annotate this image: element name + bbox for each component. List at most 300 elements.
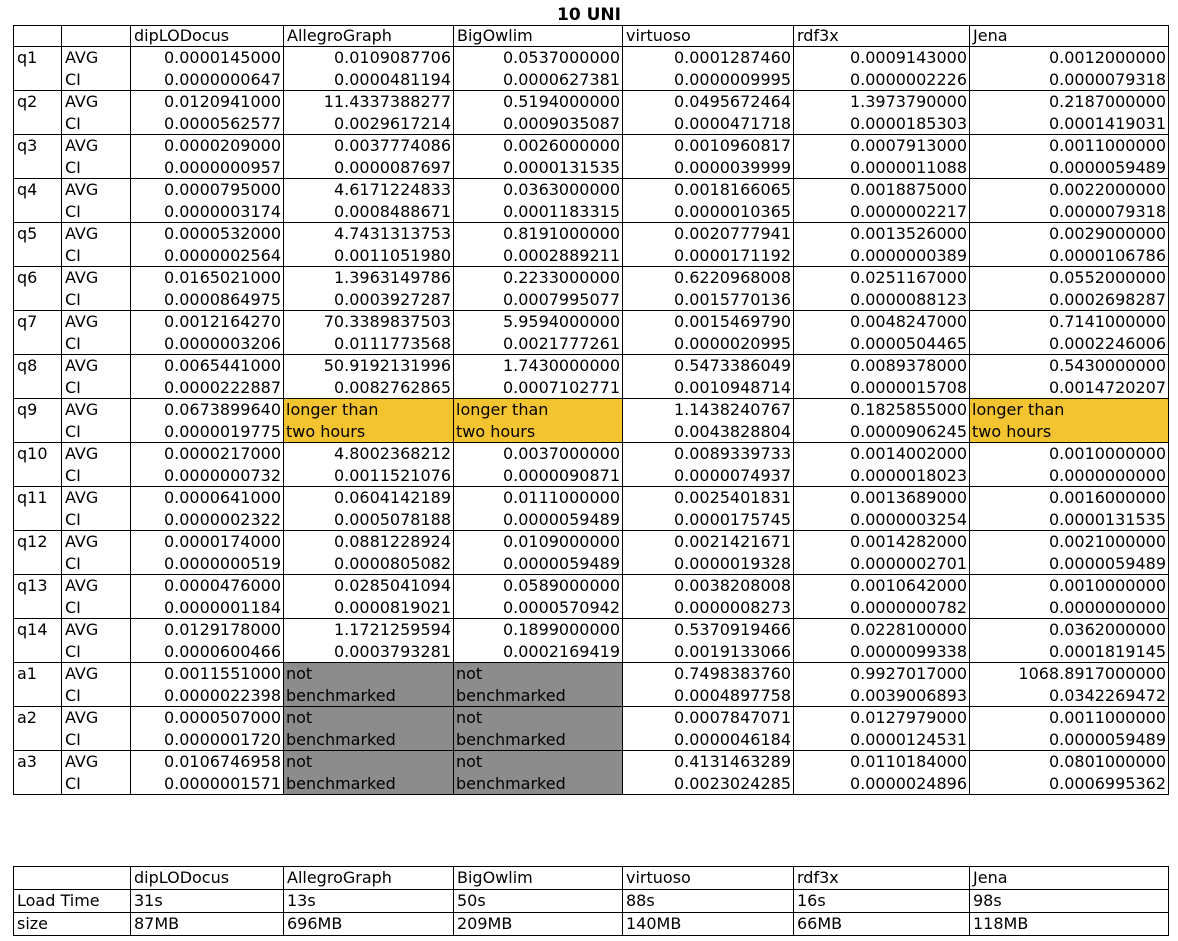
not-benchmarked-cell — [284, 663, 454, 707]
ci-value: 0.0000059489 — [1048, 157, 1166, 177]
value-cell — [794, 531, 970, 575]
table-row — [14, 707, 1169, 751]
timeout-cell — [284, 399, 454, 443]
value-cell — [454, 223, 623, 267]
ci-value: 0.0000000000 — [1048, 597, 1166, 617]
ci-value: 0.0006995362 — [1048, 773, 1166, 793]
ci-value: 0.0015770136 — [673, 289, 791, 309]
ci-value: 0.0000015708 — [849, 377, 967, 397]
ci-value: 0.0007995077 — [502, 289, 620, 309]
value-cell — [284, 223, 454, 267]
value-cell — [970, 619, 1169, 663]
column-header: dipLODocus — [131, 26, 284, 47]
ci-value: 0.0000000519 — [163, 553, 281, 573]
avg-value: not — [456, 664, 483, 683]
value-cell — [131, 91, 284, 135]
avg-value: 11.4337388277 — [323, 92, 451, 111]
value-cell — [454, 575, 623, 619]
avg-value: 0.0000174000 — [163, 532, 281, 551]
ci-value: 0.0000079318 — [1048, 201, 1166, 221]
avg-value: 0.0000209000 — [163, 136, 281, 155]
ci-value: 0.0000099338 — [849, 641, 967, 661]
query-label: q1 — [14, 47, 62, 91]
avg-value: 0.0020777941 — [673, 224, 791, 243]
avg-value: 0.5430000000 — [1048, 356, 1166, 375]
stat-labels — [62, 91, 131, 135]
value-cell: 140MB — [623, 913, 794, 936]
value-cell — [623, 443, 794, 487]
avg-value: 0.0165021000 — [163, 268, 281, 287]
value-cell — [794, 311, 970, 355]
avg-value: 0.0537000000 — [502, 48, 620, 67]
ci-label: CI — [65, 201, 81, 221]
ci-value: 0.0000000000 — [1048, 465, 1166, 485]
query-label: a2 — [14, 707, 62, 751]
ci-value: 0.0000090871 — [502, 465, 620, 485]
column-header: AllegroGraph — [284, 26, 454, 47]
table-row — [14, 913, 1169, 936]
avg-value: 0.0089378000 — [849, 356, 967, 375]
avg-value: 0.0285041094 — [333, 576, 451, 595]
avg-value: 0.0000476000 — [163, 576, 281, 595]
ci-value: 0.0000074937 — [673, 465, 791, 485]
value-cell — [131, 751, 284, 795]
value-cell — [970, 267, 1169, 311]
load-header-row — [14, 867, 1169, 890]
ci-value: 0.0023024285 — [673, 773, 791, 793]
ci-value: 0.0000008273 — [673, 597, 791, 617]
ci-value: 0.0000001571 — [163, 773, 281, 793]
ci-label: CI — [65, 553, 81, 573]
avg-value: 0.0014282000 — [849, 532, 967, 551]
table-row — [14, 663, 1169, 707]
column-header: BigOwlim — [454, 867, 623, 890]
row-label: Load Time — [14, 890, 131, 913]
not-benchmarked-cell — [284, 707, 454, 751]
avg-value: 0.0589000000 — [502, 576, 620, 595]
column-header: Jena — [970, 26, 1169, 47]
avg-value: 5.9594000000 — [502, 312, 620, 331]
value-cell — [284, 267, 454, 311]
avg-value: 0.0021000000 — [1048, 532, 1166, 551]
value-cell: 88s — [623, 890, 794, 913]
avg-value: not — [286, 664, 313, 683]
ci-value: 0.0000024896 — [849, 773, 967, 793]
ci-value: 0.0000088123 — [849, 289, 967, 309]
avg-value: 0.0011551000 — [163, 664, 281, 683]
ci-value: benchmarked — [286, 773, 396, 793]
avg-value: 0.0011000000 — [1048, 136, 1166, 155]
value-cell — [454, 619, 623, 663]
ci-value: 0.0000000389 — [849, 245, 967, 265]
query-label: q4 — [14, 179, 62, 223]
avg-value: 0.1825855000 — [849, 400, 967, 419]
ci-value: 0.0000819021 — [333, 597, 451, 617]
table-row — [14, 311, 1169, 355]
table-row — [14, 179, 1169, 223]
ci-value: 0.0000003254 — [849, 509, 967, 529]
value-cell — [623, 575, 794, 619]
value-cell — [131, 443, 284, 487]
value-cell — [131, 487, 284, 531]
value-cell — [284, 531, 454, 575]
avg-value: 0.0228100000 — [849, 620, 967, 639]
ci-value: benchmarked — [286, 729, 396, 749]
ci-value: 0.0019133066 — [673, 641, 791, 661]
avg-value: 0.0109087706 — [333, 48, 451, 67]
avg-value: 0.0604142189 — [333, 488, 451, 507]
avg-value: 0.6220968008 — [673, 268, 791, 287]
avg-value: 0.0801000000 — [1048, 752, 1166, 771]
value-cell — [794, 707, 970, 751]
table-row — [14, 399, 1169, 443]
ci-value: 0.0000009995 — [673, 69, 791, 89]
ci-value: 0.0000864975 — [163, 289, 281, 309]
ci-value: 0.0000000782 — [849, 597, 967, 617]
avg-value: 0.4131463289 — [673, 752, 791, 771]
ci-value: 0.0000046184 — [673, 729, 791, 749]
ci-label: CI — [65, 245, 81, 265]
avg-value: 0.0109000000 — [502, 532, 620, 551]
value-cell — [623, 267, 794, 311]
ci-value: two hours — [456, 421, 536, 441]
avg-value: 0.7141000000 — [1048, 312, 1166, 331]
avg-value: 0.5473386049 — [673, 356, 791, 375]
timeout-cell — [454, 399, 623, 443]
query-label: q5 — [14, 223, 62, 267]
value-cell — [623, 619, 794, 663]
value-cell — [131, 47, 284, 91]
ci-label: CI — [65, 69, 81, 89]
avg-value: not — [286, 708, 313, 727]
value-cell — [970, 223, 1169, 267]
value-cell — [454, 135, 623, 179]
ci-value: 0.0082762865 — [333, 377, 451, 397]
avg-value: 0.0018166065 — [673, 180, 791, 199]
value-cell — [623, 531, 794, 575]
header-cell-empty — [62, 26, 131, 47]
ci-value: 0.0000222887 — [163, 377, 281, 397]
value-cell — [623, 179, 794, 223]
ci-value: 0.0342269472 — [1048, 685, 1166, 705]
value-cell — [970, 91, 1169, 135]
avg-label: AVG — [65, 620, 99, 639]
value-cell — [284, 355, 454, 399]
avg-value: 0.0010960817 — [673, 136, 791, 155]
stat-labels — [62, 135, 131, 179]
table-row — [14, 135, 1169, 179]
ci-value: 0.0000106786 — [1048, 245, 1166, 265]
not-benchmarked-cell — [454, 707, 623, 751]
avg-value: 0.0000507000 — [163, 708, 281, 727]
value-cell: 87MB — [131, 913, 284, 936]
stat-labels — [62, 707, 131, 751]
not-benchmarked-cell — [454, 751, 623, 795]
column-header: rdf3x — [794, 867, 970, 890]
value-cell — [970, 311, 1169, 355]
value-cell — [131, 531, 284, 575]
avg-value: 0.0362000000 — [1048, 620, 1166, 639]
not-benchmarked-cell — [454, 663, 623, 707]
value-cell — [131, 355, 284, 399]
avg-label: AVG — [65, 708, 99, 727]
value-cell — [131, 575, 284, 619]
ci-value: 0.0000079318 — [1048, 69, 1166, 89]
ci-value: 0.0029617214 — [333, 113, 451, 133]
avg-value: 0.0127979000 — [849, 708, 967, 727]
value-cell — [454, 179, 623, 223]
avg-value: 0.0007913000 — [849, 136, 967, 155]
avg-value: 0.0106746958 — [163, 752, 281, 771]
value-cell — [131, 179, 284, 223]
avg-value: 0.0013689000 — [849, 488, 967, 507]
value-cell — [794, 619, 970, 663]
stat-labels — [62, 443, 131, 487]
ci-value: 0.0000002564 — [163, 245, 281, 265]
ci-label: CI — [65, 597, 81, 617]
ci-value: 0.0000059489 — [1048, 553, 1166, 573]
value-cell — [131, 311, 284, 355]
avg-label: AVG — [65, 136, 99, 155]
ci-value: 0.0000002217 — [849, 201, 967, 221]
value-cell: 31s — [131, 890, 284, 913]
avg-value: 0.0110184000 — [849, 752, 967, 771]
ci-value: 0.0000059489 — [502, 553, 620, 573]
ci-value: benchmarked — [456, 729, 566, 749]
ci-label: CI — [65, 641, 81, 661]
value-cell: 118MB — [970, 913, 1169, 936]
avg-value: 1.3963149786 — [333, 268, 451, 287]
ci-value: 0.0011521076 — [333, 465, 451, 485]
avg-label: AVG — [65, 180, 99, 199]
avg-label: AVG — [65, 488, 99, 507]
query-label: q6 — [14, 267, 62, 311]
avg-value: 0.0120941000 — [163, 92, 281, 111]
value-cell — [970, 443, 1169, 487]
results-table — [13, 25, 1169, 795]
table-row — [14, 575, 1169, 619]
value-cell — [794, 751, 970, 795]
ci-value: 0.0011051980 — [333, 245, 451, 265]
avg-value: 0.0037000000 — [502, 444, 620, 463]
ci-value: 0.0039006893 — [849, 685, 967, 705]
avg-value: 0.0014002000 — [849, 444, 967, 463]
ci-value: 0.0000131535 — [1048, 509, 1166, 529]
value-cell — [970, 47, 1169, 91]
ci-label: CI — [65, 685, 81, 705]
ci-label: CI — [65, 729, 81, 749]
value-cell — [623, 223, 794, 267]
table-title: 10 UNI — [557, 5, 621, 25]
avg-label: AVG — [65, 312, 99, 331]
avg-value: 0.0010642000 — [849, 576, 967, 595]
value-cell — [454, 531, 623, 575]
ci-label: CI — [65, 333, 81, 353]
value-cell — [284, 179, 454, 223]
value-cell — [623, 751, 794, 795]
query-label: q11 — [14, 487, 62, 531]
avg-value: 0.2233000000 — [502, 268, 620, 287]
avg-value: 0.0363000000 — [502, 180, 620, 199]
avg-value: 0.0037774086 — [333, 136, 451, 155]
value-cell — [131, 135, 284, 179]
ci-value: 0.0001819145 — [1048, 641, 1166, 661]
avg-label: AVG — [65, 268, 99, 287]
ci-value: two hours — [286, 421, 366, 441]
query-label: q14 — [14, 619, 62, 663]
table-row — [14, 531, 1169, 575]
avg-value: 0.0009143000 — [849, 48, 967, 67]
avg-value: 0.2187000000 — [1048, 92, 1166, 111]
stat-labels — [62, 531, 131, 575]
avg-value: 0.0025401831 — [673, 488, 791, 507]
value-cell — [623, 355, 794, 399]
avg-value: 0.0016000000 — [1048, 488, 1166, 507]
ci-value: 0.0002169419 — [502, 641, 620, 661]
value-cell — [623, 663, 794, 707]
stat-labels — [62, 575, 131, 619]
avg-value: 0.0010000000 — [1048, 444, 1166, 463]
ci-value: 0.0000000732 — [163, 465, 281, 485]
avg-label: AVG — [65, 664, 99, 683]
stat-labels — [62, 179, 131, 223]
ci-value: 0.0000600466 — [163, 641, 281, 661]
ci-value: 0.0000019775 — [163, 421, 281, 441]
value-cell — [794, 355, 970, 399]
ci-value: 0.0000010365 — [673, 201, 791, 221]
ci-value: 0.0000171192 — [673, 245, 791, 265]
table-row — [14, 443, 1169, 487]
avg-value: longer than — [972, 400, 1065, 419]
ci-value: 0.0000471718 — [673, 113, 791, 133]
value-cell — [454, 487, 623, 531]
ci-value: 0.0014720207 — [1048, 377, 1166, 397]
ci-value: 0.0000562577 — [163, 113, 281, 133]
avg-value: 4.8002368212 — [333, 444, 451, 463]
value-cell — [623, 399, 794, 443]
table-row — [14, 223, 1169, 267]
stat-labels — [62, 663, 131, 707]
avg-label: AVG — [65, 48, 99, 67]
value-cell: 16s — [794, 890, 970, 913]
value-cell — [794, 179, 970, 223]
value-cell — [970, 751, 1169, 795]
ci-value: 0.0000039999 — [673, 157, 791, 177]
value-cell — [794, 487, 970, 531]
value-cell — [970, 663, 1169, 707]
column-header: dipLODocus — [131, 867, 284, 890]
ci-value: 0.0004897758 — [673, 685, 791, 705]
ci-value: 0.0021777261 — [502, 333, 620, 353]
avg-value: 0.1899000000 — [502, 620, 620, 639]
query-label: q2 — [14, 91, 62, 135]
ci-value: 0.0000019328 — [673, 553, 791, 573]
avg-value: 70.3389837503 — [323, 312, 451, 331]
value-cell — [284, 487, 454, 531]
avg-value: 0.7498383760 — [673, 664, 791, 683]
ci-label: CI — [65, 157, 81, 177]
value-cell: 696MB — [284, 913, 454, 936]
stat-labels — [62, 355, 131, 399]
value-cell: 66MB — [794, 913, 970, 936]
load-table — [13, 866, 1169, 936]
value-cell — [970, 575, 1169, 619]
avg-value: 0.0010000000 — [1048, 576, 1166, 595]
query-label: q9 — [14, 399, 62, 443]
ci-value: 0.0000059489 — [502, 509, 620, 529]
value-cell — [794, 223, 970, 267]
value-cell — [794, 91, 970, 135]
value-cell — [623, 487, 794, 531]
avg-value: 0.0881228924 — [333, 532, 451, 551]
stat-labels — [62, 751, 131, 795]
avg-value: 0.0007847071 — [673, 708, 791, 727]
value-cell — [131, 619, 284, 663]
value-cell — [131, 663, 284, 707]
avg-value: 0.0001287460 — [673, 48, 791, 67]
ci-value: 0.0001419031 — [1048, 113, 1166, 133]
avg-label: AVG — [65, 752, 99, 771]
stat-labels — [62, 487, 131, 531]
value-cell — [970, 487, 1169, 531]
value-cell — [794, 267, 970, 311]
query-label: q12 — [14, 531, 62, 575]
avg-label: AVG — [65, 400, 99, 419]
ci-value: 0.0000001184 — [163, 597, 281, 617]
ci-label: CI — [65, 377, 81, 397]
avg-value: 1068.8917000000 — [1018, 664, 1166, 683]
value-cell — [284, 311, 454, 355]
value-cell: 98s — [970, 890, 1169, 913]
avg-value: 0.0021421671 — [673, 532, 791, 551]
avg-value: 0.5194000000 — [502, 92, 620, 111]
ci-label: CI — [65, 113, 81, 133]
value-cell — [794, 663, 970, 707]
table-row — [14, 91, 1169, 135]
avg-value: 0.0012000000 — [1048, 48, 1166, 67]
stat-labels — [62, 399, 131, 443]
ci-value: 0.0000805082 — [333, 553, 451, 573]
ci-value: 0.0000087697 — [333, 157, 451, 177]
ci-value: 0.0000011088 — [849, 157, 967, 177]
stat-labels — [62, 619, 131, 663]
ci-value: 0.0000002226 — [849, 69, 967, 89]
query-label: q10 — [14, 443, 62, 487]
value-cell — [131, 267, 284, 311]
avg-value: 0.0111000000 — [502, 488, 620, 507]
value-cell: 13s — [284, 890, 454, 913]
ci-value: benchmarked — [286, 685, 396, 705]
value-cell — [131, 223, 284, 267]
ci-value: 0.0000481194 — [333, 69, 451, 89]
value-cell — [794, 47, 970, 91]
avg-value: 0.0018875000 — [849, 180, 967, 199]
value-cell — [454, 355, 623, 399]
value-cell — [623, 311, 794, 355]
not-benchmarked-cell — [284, 751, 454, 795]
avg-value: 0.0000795000 — [163, 180, 281, 199]
value-cell: 50s — [454, 890, 623, 913]
header-cell-empty — [14, 26, 62, 47]
ci-value: 0.0000002322 — [163, 509, 281, 529]
query-label: q3 — [14, 135, 62, 179]
avg-value: 0.0552000000 — [1048, 268, 1166, 287]
ci-value: two hours — [972, 421, 1052, 441]
ci-value: 0.0000131535 — [502, 157, 620, 177]
column-header: AllegroGraph — [284, 867, 454, 890]
table-row — [14, 619, 1169, 663]
stat-labels — [62, 223, 131, 267]
